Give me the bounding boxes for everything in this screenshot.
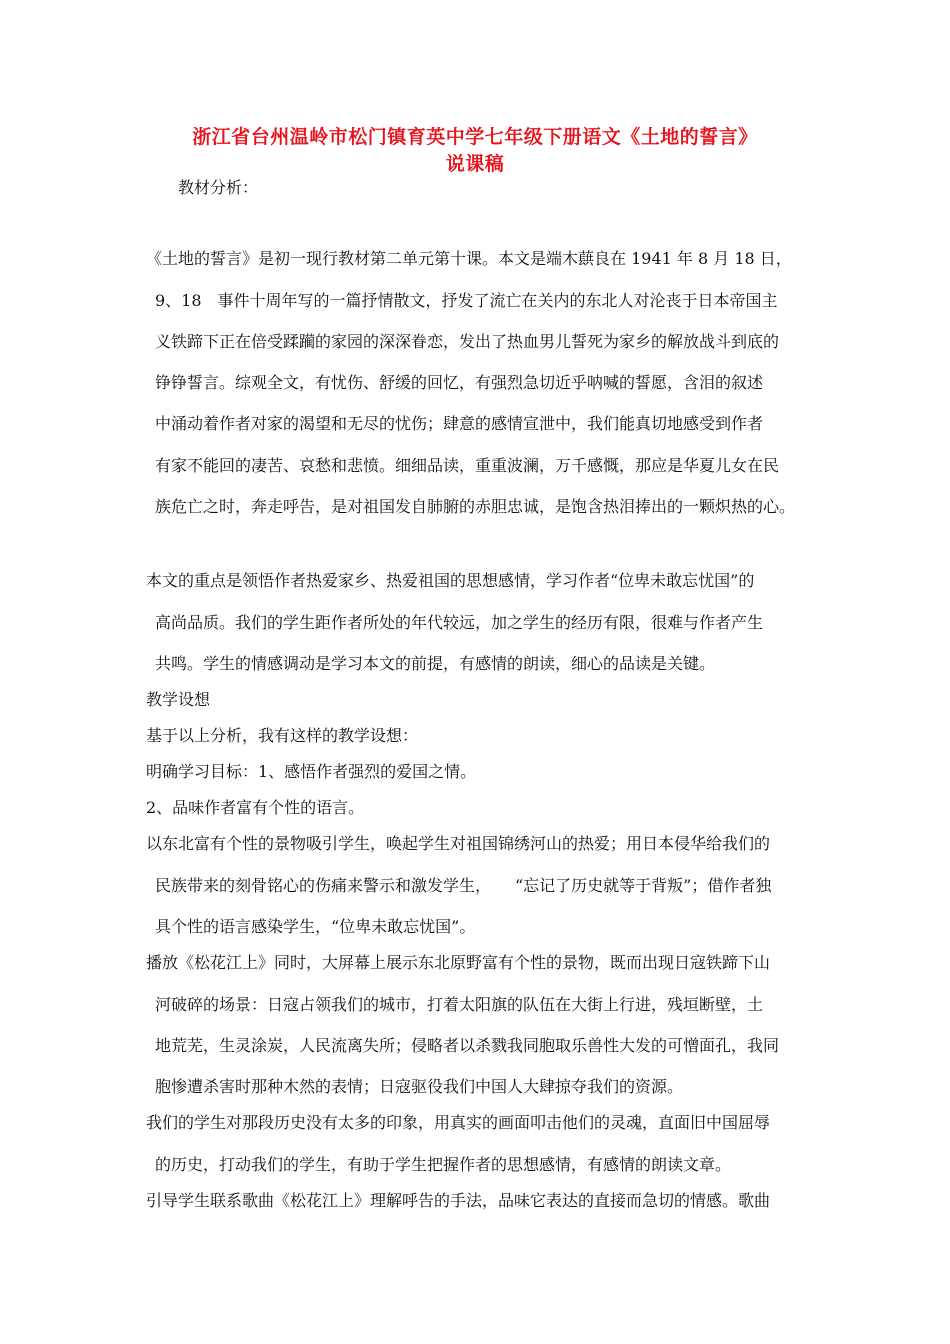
text-line: 民族带来的刻骨铭心的伤痛来警示和激发学生， “忘记了历史就等于背叛”；借作者独 (155, 876, 772, 895)
text-line: 中涌动着作者对家的渴望和无尽的忧伤；肆意的感情宣泄中，我们能真切地感受到作者 (155, 414, 764, 433)
text-line: 播放《松花江上》同时，大屏幕上展示东北原野富有个性的景物，既而出现日寇铁蹄下山 (146, 953, 771, 972)
text-line: 地荒芜，生灵涂炭，人民流离失所；侵略者以杀戮我同胞取乐兽性大发的可憎面孔，我同 (155, 1036, 780, 1055)
text-line: 义铁蹄下正在倍受蹂躏的家园的深深眷恋，发出了热血男儿誓死为家乡的解放战斗到底的 (155, 332, 780, 351)
design-intro: 基于以上分析，我有这样的教学设想： (146, 726, 419, 745)
learning-goal-2: 2、品味作者富有个性的语言。 (146, 798, 365, 817)
text-line: 铮铮誓言。综观全文，有忧伤、舒缓的回忆，有强烈急切近乎呐喊的誓愿，含泪的叙述 (155, 373, 764, 392)
text-line: 9、18 事件十周年写的一篇抒情散文，抒发了流亡在关内的东北人对沦丧于日本帝国主 (155, 291, 778, 310)
text-line: 引导学生联系歌曲《松花江上》理解呼告的手法，品味它表达的直接而急切的情感。歌曲 (146, 1191, 771, 1210)
text-line: 《土地的誓言》是初一现行教材第二单元第十课。本文是端木蕻良在 1941 年 8 月 18 日， (146, 249, 792, 268)
text-line: 有家不能回的凄苦、哀愁和悲愤。细细品读，重重波澜，万千感慨，那应是华夏儿女在民 (155, 456, 780, 475)
learning-goal-1: 明确学习目标：1、感悟作者强烈的爱国之情。 (146, 762, 477, 781)
text-line: 以东北富有个性的景物吸引学生，唤起学生对祖国锦绣河山的热爱；用日本侵华给我们的 (146, 834, 771, 853)
document-subtitle: 说课稿 (445, 153, 505, 175)
text-line: 我们的学生对那段历史没有太多的印象，用真实的画面叩击他们的灵魂，直面旧中国屈辱 (146, 1113, 771, 1132)
text-line: 的历史，打动我们的学生，有助于学生把握作者的思想感情，有感情的朗读文章。 (155, 1155, 732, 1174)
text-line: 胞惨遭杀害时那种木然的表情；日寇驱役我们中国人大肆掠夺我们的资源。 (155, 1077, 684, 1096)
text-line: 高尚品质。我们的学生距作者所处的年代较远，加之学生的经历有限，很难与作者产生 (155, 613, 764, 632)
text-line: 本文的重点是领悟作者热爱家乡、热爱祖国的思想感情，学习作者“位卑未敢忘忧国”的 (146, 571, 755, 590)
text-line: 具个性的语言感染学生，“位卑未敢忘忧国”。 (155, 917, 476, 936)
document-title: 浙江省台州温岭市松门镇育英中学七年级下册语文《土地的誓言》 (192, 126, 758, 148)
section-heading-design: 教学设想 (146, 690, 211, 709)
text-line: 族危亡之时，奔走呼告，是对祖国发自肺腑的赤胆忠诚，是饱含热泪捧出的一颗炽热的心。 (155, 497, 796, 516)
section-heading-analysis: 教材分析： (178, 178, 259, 197)
text-line: 共鸣。学生的情感调动是学习本文的前提，有感情的朗读，细心的品读是关键。 (155, 654, 716, 673)
text-line: 河破碎的场景：日寇占领我们的城市，打着太阳旗的队伍在大街上行进，残垣断壁，土 (155, 995, 764, 1014)
